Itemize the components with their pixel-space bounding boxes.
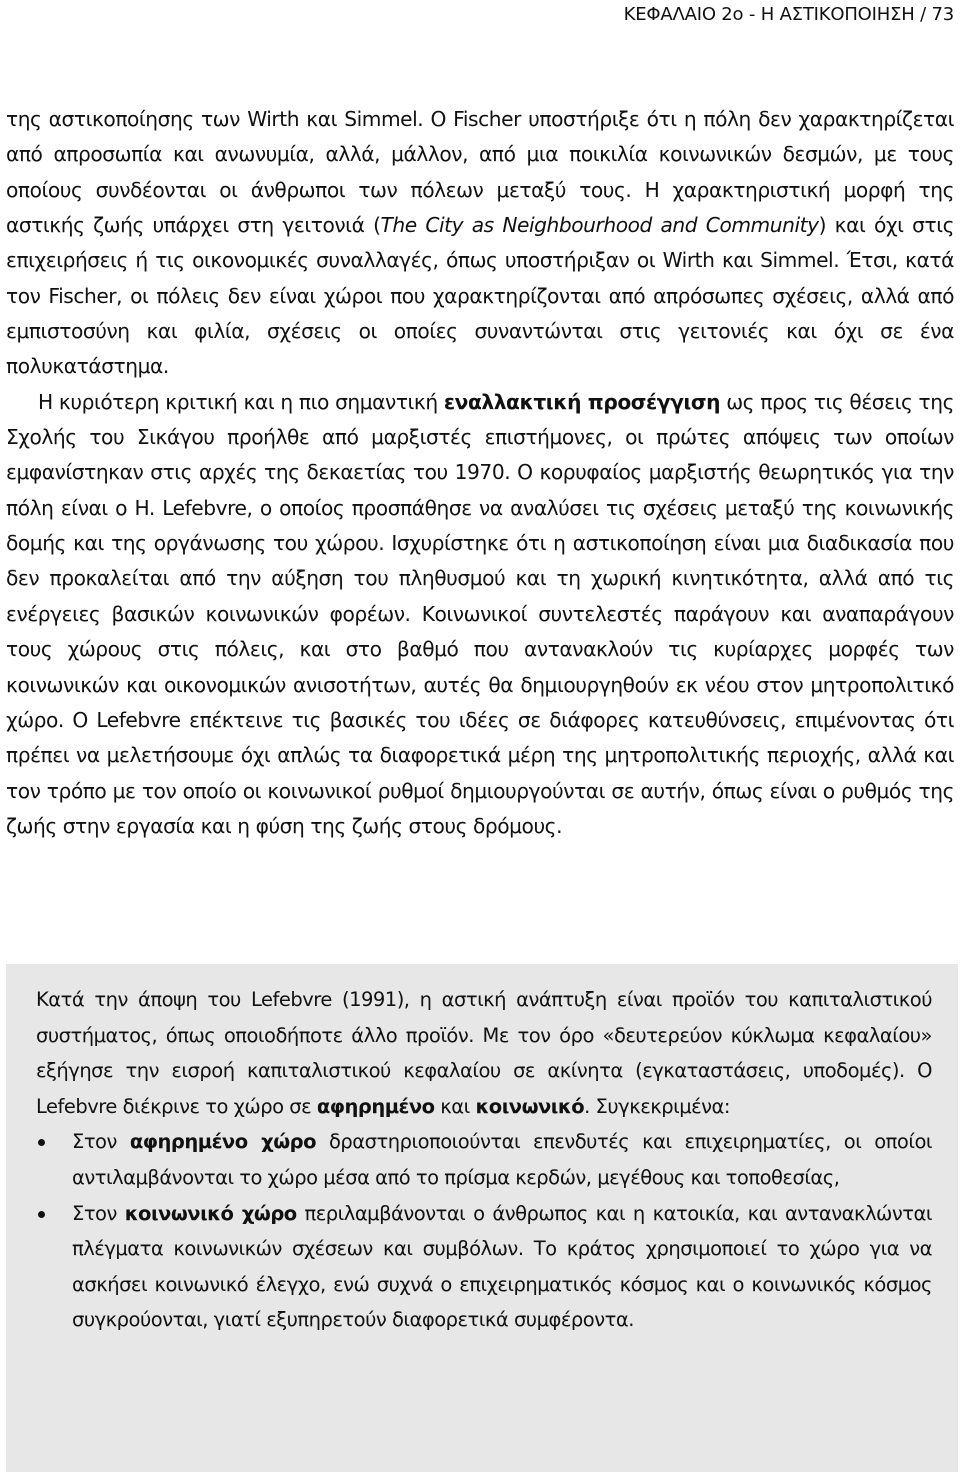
info-box-intro-text-b: και [434, 1094, 476, 1118]
paragraph-1-text-a: της αστικοποίησης των Wirth και Simmel. Ο Fischer υποστήριξε ότι η πόλη δεν χαρακτηρίζεται από απροσωπία και ανωνυμία, αλλά, μάλλον, από μια ποικιλία κοινωνικών δεσμών, με τους οποίους συνδέονται οι άνθρωποι των πόλεων μεταξύ τους. Η χαρακτηριστική μορφή της αστικής ζωής υπάρχει στη γειτονιά ( [6, 107, 954, 238]
bullet-1-text: δραστηριοποιούνται επενδυτές και επιχειρηματίες, οι οποίοι αντιλαμβάνονται το χώρο μέσα από το πρίσμα κερδών, μεγέθους και τοποθεσίας, [72, 1130, 932, 1189]
paragraph-1-book-title: The City as Neighbourhood and Community [380, 213, 819, 238]
info-box-intro-text-c: . Συγκεκριμένα: [584, 1094, 730, 1118]
bullet-2-term: κοινωνικό χώρο [124, 1201, 297, 1225]
paragraph-1-text-b: ) και όχι στις επιχειρήσεις ή τις οικονομικές συναλλαγές, όπως υποστήριξαν οι Wirth και Simmel. Έτσι, κατά τον Fischer, οι πόλεις δεν είναι χώροι που χαρακτηρίζονται από απρόσωπες σχέσεις, αλλά από εμπιστοσύνη και φιλία, σχέσεις οι οποίες συναντώνται στις γειτονιές και όχι σε ένα πολυκατάστημα. [6, 213, 954, 379]
paragraph-2-text-a: Η κυριότερη κριτική και η πιο σημαντική [38, 389, 444, 414]
running-header [624, 0, 954, 30]
bullet-2-text: περιλαμβάνονται ο άνθρωπος και η κατοικία, και αντανακλώνται πλέγματα κοινωνικών σχέσεων και συμβόλων. Το κράτος χρησιμοποιεί το χώρο για να ασκήσει κοινωνικό έλεγχο, ενώ συχνά ο επιχειρηματικός κόσμος και ο κοινωνικός κόσμος συγκρούονται, γιατί εξυπηρετούν διαφορετικά συμφέροντα. [72, 1201, 932, 1332]
info-box-intro [36, 982, 932, 1124]
header-text: ΚΕΦΑΛΑΙΟ 2ο - Η ΑΣΤΙΚΟΠΟΙΗΣΗ / 73 [623, 4, 954, 25]
paragraph-2 [6, 385, 954, 844]
bullet-1-term: αφηρημένο χώρο [129, 1130, 317, 1154]
paragraph-2-text-b: ως προς τις θέσεις της Σχολής του Σικάγου προήλθε από μαρξιστές επιστήμονες, οι πρώτες απόψεις των οποίων εμφανίστηκαν στις αρχές της δεκαετίας του 1970. Ο κορυφαίος μαρξιστής θεωρητικός για την πόλη είναι ο H. Lefebvre, ο οποίος προσπάθησε να αναλύσει τις σχέσεις μεταξύ της κοινωνικής δομής και της οργάνωσης του χώρου. Ισχυρίστηκε ότι η αστικοποίηση είναι μια διαδικασία που δεν προκαλείται από την αύξηση του πληθυσμού και τη χωρική κινητικότητα, αλλά από τις ενέργειες βασικών κοινωνικών φορέων. Κοινωνικοί συντελεστές παράγουν και αναπαράγουν τους χώρους στις πόλεις, και στο βαθμό που αντανακλούν τις κυρίαρχες μορφές των κοινωνικών και οικονομικών ανισοτήτων, αυτές θα δημιουργηθούν εκ νέου στον μητροπολιτικό χώρο. Ο Lefebvre επέκτεινε τις βασικές του ιδέες σε διάφορες κατευθύνσεις, επιμένοντας ότι πρέπει να μελετήσουμε όχι απλώς τα διαφορετικά μέρη της μητροπολιτικής περιοχής, αλλά και τον τρόπο με τον οποίο οι κοινωνικοί ρυθμοί δημιουργούνται σε αυτήν, όπως είναι ο ρυθμός της ζωής στην εργασία και η φύση της ζωής στους δρόμους. [6, 389, 955, 838]
bullet-list [36, 1124, 932, 1338]
info-box [6, 964, 958, 1472]
bullet-1-pre: Στον [72, 1130, 130, 1154]
term-abstract: αφηρημένο [316, 1094, 435, 1118]
bullet-2-pre: Στον [72, 1201, 125, 1225]
bullet-icon [38, 1139, 45, 1146]
paragraph-1 [6, 102, 954, 385]
term-social: κοινωνικό [475, 1094, 585, 1118]
bullet-icon [38, 1211, 45, 1218]
bullet-item-social-space [36, 1196, 932, 1338]
info-box-content [36, 982, 932, 1338]
paragraph-2-key-term: εναλλακτική προσέγγιση [443, 389, 721, 414]
bullet-item-abstract-space [36, 1124, 932, 1195]
main-body [6, 102, 954, 844]
info-box-intro-text-a: Κατά την άποψη του Lefebvre (1991), η αστική ανάπτυξη είναι προϊόν του καπιταλιστικού συστήματος, όπως οποιοδήποτε άλλο προϊόν. Με τον όρο «δευτερεύον κύκλωμα κεφαλαίου» εξήγησε την εισροή καπιταλιστικού κεφαλαίου σε ακίνητα (εγκαταστάσεις, υποδομές). Ο Lefebvre διέκρινε το χώρο σε [36, 988, 932, 1118]
